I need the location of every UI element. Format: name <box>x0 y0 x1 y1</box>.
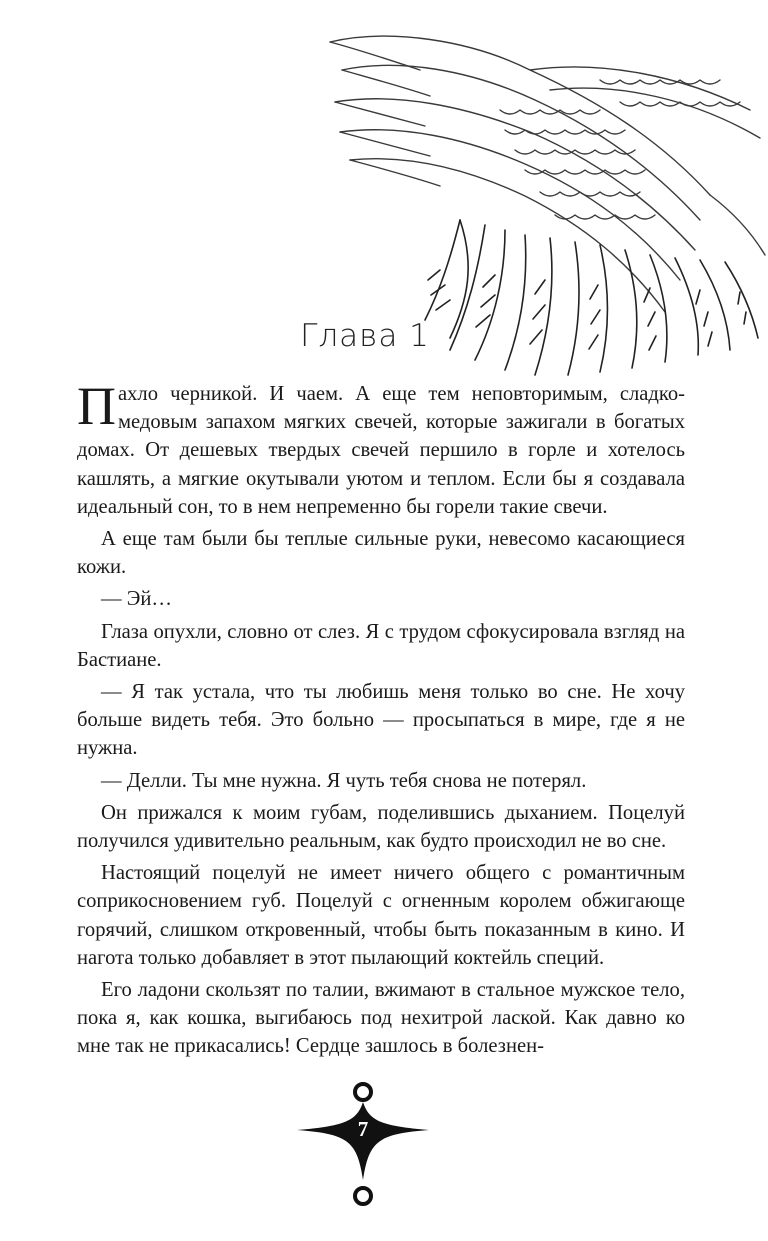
chapter-body <box>77 376 685 1065</box>
paragraph: — Я так устала, что ты любишь меня только во сне. Не хочу больше видеть тебя. Это больно — просыпаться в мире, где я не нужна. <box>77 681 685 760</box>
paragraph: — Делли. Ты мне нужна. Я чуть тебя снова не потерял. <box>101 769 587 792</box>
drop-cap: П <box>77 376 116 436</box>
four-point-star-ornament <box>295 1080 431 1208</box>
paragraph <box>77 376 685 521</box>
chapter-title: Глава 1 <box>300 318 430 354</box>
paragraph-text: ахло черникой. И чаем. А еще тем неповторимым, сладко-медовым запахом мягких свечей, которые зажигали в богатых домах. От дешевых твердых свечей першило в горле и хотелось кашлять, а мягкие окутывали уютом и теплом. Если бы я создавала идеальный сон, то в нем непременно бы горели такие свечи. <box>77 383 685 518</box>
page-footer-ornament <box>295 1080 431 1208</box>
paragraph: Настоящий поцелуй не имеет ничего общего с романтичным соприкосновением губ. Поцелуй с огненным королем обжигающе горячий, слишком откровенный, чтобы быть показанным в кино. И нагота только добавляет в этот пылающий коктейль специй. <box>77 862 685 969</box>
page-number: 7 <box>357 1117 369 1141</box>
paragraph: — Эй… <box>101 588 172 611</box>
paragraph: А еще там были бы теплые сильные руки, невесомо касающиеся кожи. <box>77 528 685 579</box>
paragraph: Он прижался к моим губам, поделившись дыханием. Поцелуй получился удивительно реальным, как будто происходил не во сне. <box>77 801 685 853</box>
paragraph: Его ладони скользят по талии, вжимают в стальное мужское тело, пока я, как кошка, выгибаюсь под нехитрой лаской. Как давно ко мне так не прикасались! Сердце зашлось в болезнен- <box>77 979 685 1058</box>
paragraph: Глаза опухли, словно от слез. Я с трудом сфокусировала взгляд на Бастиане. <box>77 620 685 671</box>
